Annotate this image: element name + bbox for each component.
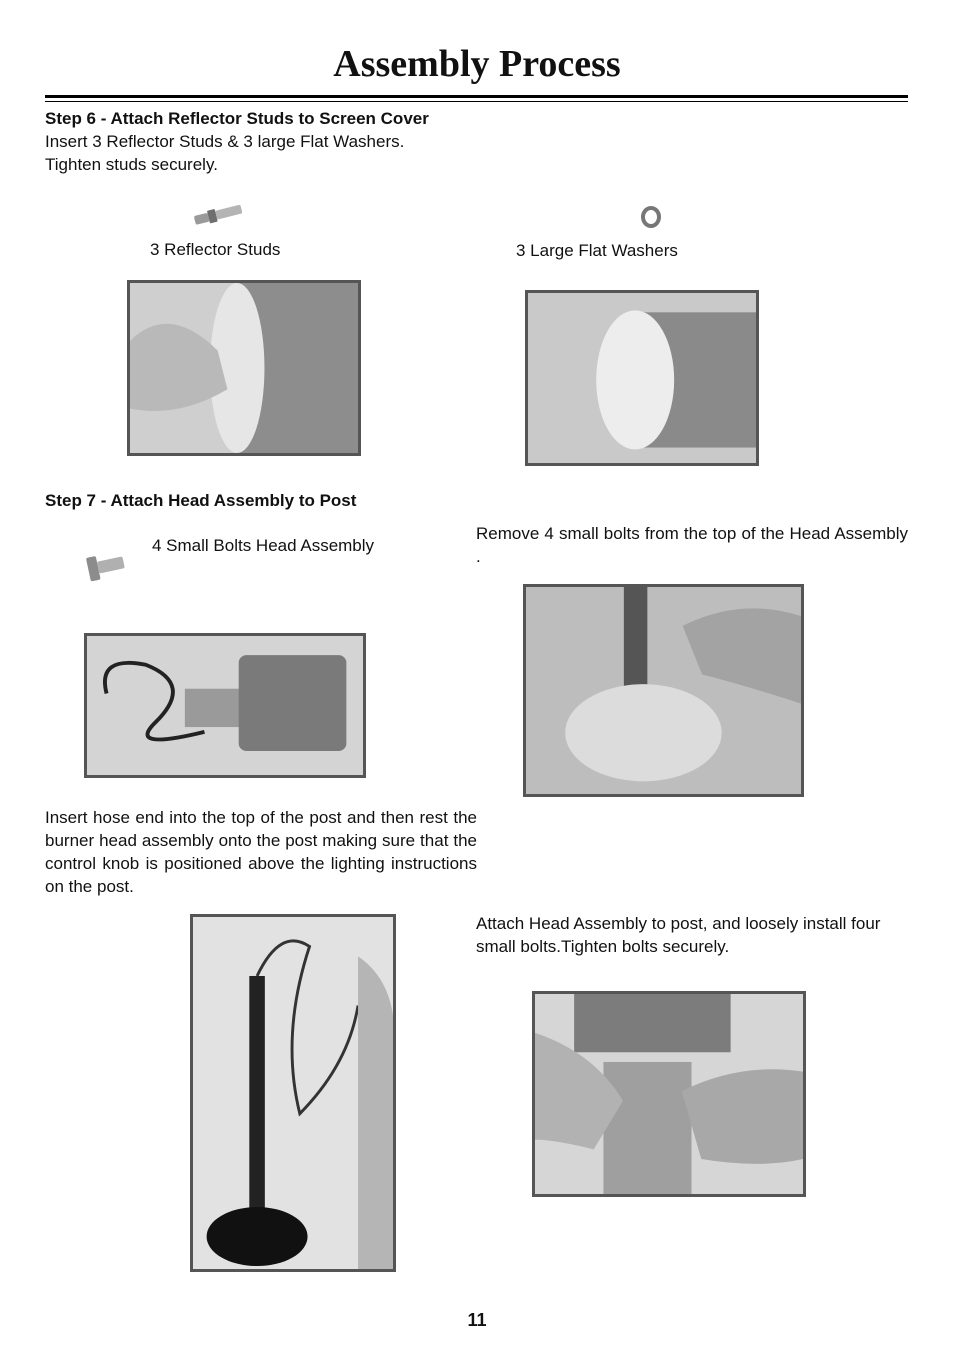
studs-label: 3 Reflector Studs: [150, 240, 281, 259]
step6-heading: Step 6 - Attach Reflector Studs to Screen Cover: [45, 109, 429, 128]
photo-inserting-hose: [190, 914, 396, 1272]
bolts-label: 4 Small Bolts Head Assembly: [152, 536, 375, 555]
remove-bolts-text: Remove 4 small bolts from the top of the Head Assembly .: [476, 524, 908, 566]
flat-washer-icon: [640, 206, 662, 228]
washers-label: 3 Large Flat Washers: [516, 241, 678, 260]
photo-removing-bolts: [523, 584, 804, 797]
photo-head-assembly: [84, 633, 366, 778]
small-bolt-icon: [84, 548, 128, 584]
insert-hose-text: Insert hose end into the top of the post and then rest the burner head assembly onto the post making sure that the control knob is positioned above the lighting instructions on the post.: [45, 808, 477, 896]
step6-line1: Insert 3 Reflector Studs & 3 large Flat Washers.: [45, 132, 405, 151]
page-number: 11: [467, 1310, 487, 1330]
photo-tightening-bolts: [532, 991, 806, 1197]
step6-line2: Tighten studs securely.: [45, 155, 218, 174]
attach-head-text: Attach Head Assembly to post, and loosely install four small bolts.Tighten bolts securely.: [476, 914, 881, 956]
step7-heading: Step 7 - Attach Head Assembly to Post: [45, 491, 357, 510]
photo-inserting-stud: [127, 280, 361, 456]
title-rule-thin: [45, 101, 908, 102]
page-title: Assembly Process: [333, 43, 621, 85]
title-rule-thick: [45, 95, 908, 98]
reflector-stud-icon: [190, 200, 248, 228]
photo-studs-installed: [525, 290, 759, 466]
